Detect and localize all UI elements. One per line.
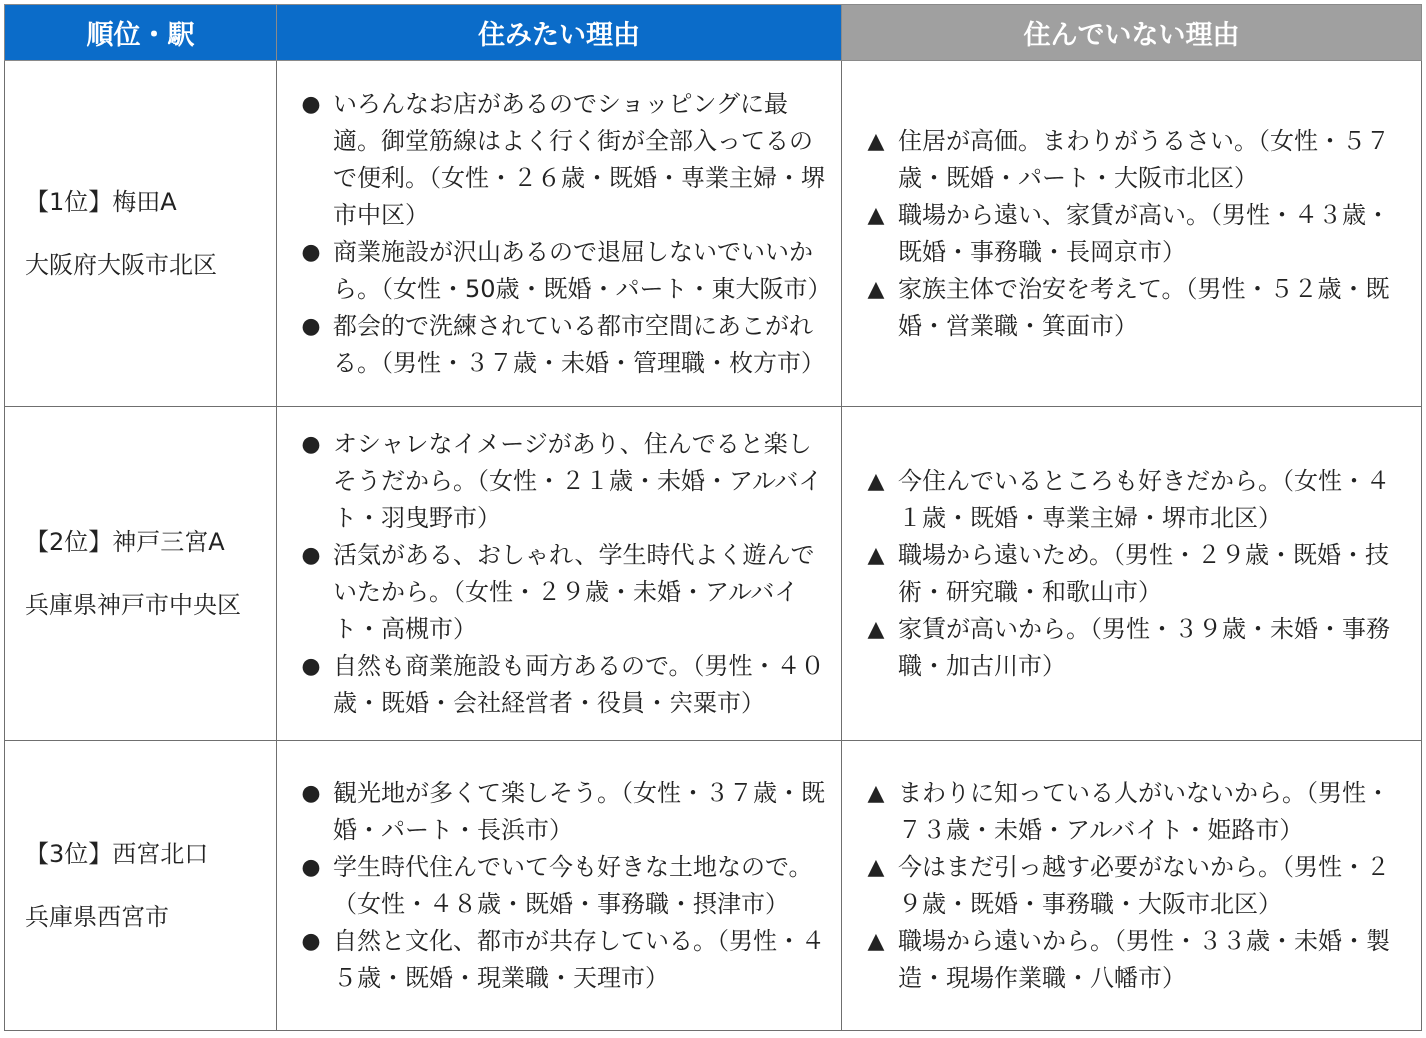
bullet-circle-icon: ● bbox=[301, 928, 321, 954]
bullet-circle-icon: ● bbox=[301, 854, 321, 880]
station-cell bbox=[5, 741, 277, 1031]
like-reason-item: ● 活気がある、おしゃれ、学生時代よく遊んでいたから。（女性・２９歳・未婚・アルバイト・高槻市） bbox=[333, 537, 827, 648]
dislike-reasons-cell bbox=[842, 741, 1422, 1031]
dislike-reasons-cell bbox=[842, 407, 1422, 741]
bullet-circle-icon: ● bbox=[301, 239, 321, 265]
rank-label: 【3位】西宮北口 bbox=[25, 839, 209, 868]
dislike-reason-item: ▲ 職場から遠いから。（男性・３３歳・未婚・製造・現場作業職・八幡市） bbox=[898, 923, 1409, 997]
triangle-bullet-icon: ▲ bbox=[867, 616, 885, 642]
triangle-bullet-icon: ▲ bbox=[867, 468, 885, 494]
dislike-reason-item: ▲ 今はまだ引っ越す必要がないから。（男性・２９歳・既婚・事務職・大阪市北区） bbox=[898, 849, 1409, 923]
dislike-reason-item: ▲ 職場から遠い、家賃が高い。（男性・４３歳・既婚・事務職・長岡京市） bbox=[898, 197, 1409, 271]
triangle-bullet-icon: ▲ bbox=[867, 780, 885, 806]
like-reason-item: ● オシャレなイメージがあり、住んでると楽しそうだから。（女性・２１歳・未婚・アルバイト・羽曳野市） bbox=[333, 426, 827, 537]
triangle-bullet-icon: ▲ bbox=[867, 202, 885, 228]
like-reason-item: ● 自然も商業施設も両方あるので。（男性・４０歳・既婚・会社経営者・役員・宍粟市） bbox=[333, 648, 827, 722]
bullet-circle-icon: ● bbox=[301, 313, 321, 339]
like-reason-item: ● いろんなお店があるのでショッピングに最適。御堂筋線はよく行く街が全部入ってるので便利。（女性・２６歳・既婚・専業主婦・堺市中区） bbox=[333, 86, 827, 234]
triangle-bullet-icon: ▲ bbox=[867, 542, 885, 568]
bullet-circle-icon: ● bbox=[301, 431, 321, 457]
bullet-circle-icon: ● bbox=[301, 653, 321, 679]
station-cell bbox=[5, 407, 277, 741]
ranking-table bbox=[4, 4, 1422, 1031]
rank-label: 【1位】梅田A bbox=[25, 187, 177, 216]
area-label: 兵庫県西宮市 bbox=[25, 902, 169, 931]
dislike-reason-item: ▲ 家賃が高いから。（男性・３９歳・未婚・事務職・加古川市） bbox=[898, 611, 1409, 685]
table-row bbox=[5, 407, 1422, 741]
header-station: 順位・駅 bbox=[5, 5, 277, 61]
bullet-circle-icon: ● bbox=[301, 542, 321, 568]
dislike-reasons-cell bbox=[842, 61, 1422, 407]
triangle-bullet-icon: ▲ bbox=[867, 276, 885, 302]
table-row bbox=[5, 741, 1422, 1031]
like-reason-item: ● 観光地が多くて楽しそう。（女性・３７歳・既婚・パート・長浜市） bbox=[333, 775, 827, 849]
like-reason-item: ● 商業施設が沢山あるので退屈しないでいいから。（女性・50歳・既婚・パート・東大阪市） bbox=[333, 234, 827, 308]
like-reasons-cell bbox=[277, 407, 842, 741]
dislike-reason-item: ▲ 住居が高価。まわりがうるさい。（女性・５７歳・既婚・パート・大阪市北区） bbox=[898, 123, 1409, 197]
area-label: 兵庫県神戸市中央区 bbox=[25, 590, 241, 619]
dislike-reason-item: ▲ まわりに知っている人がいないから。（男性・７３歳・未婚・アルバイト・姫路市） bbox=[898, 775, 1409, 849]
rank-label: 【2位】神戸三宮A bbox=[25, 527, 225, 556]
bullet-circle-icon: ● bbox=[301, 91, 321, 117]
area-label: 大阪府大阪市北区 bbox=[25, 250, 217, 279]
like-reasons-cell bbox=[277, 61, 842, 407]
dislike-reason-item: ▲ 職場から遠いため。（男性・２９歳・既婚・技術・研究職・和歌山市） bbox=[898, 537, 1409, 611]
dislike-reason-item: ▲ 家族主体で治安を考えて。（男性・５２歳・既婚・営業職・箕面市） bbox=[898, 271, 1409, 345]
like-reason-item: ● 都会的で洗練されている都市空間にあこがれる。（男性・３７歳・未婚・管理職・枚方市） bbox=[333, 308, 827, 382]
triangle-bullet-icon: ▲ bbox=[867, 928, 885, 954]
dislike-reason-item: ▲ 今住んでいるところも好きだから。（女性・４１歳・既婚・専業主婦・堺市北区） bbox=[898, 463, 1409, 537]
station-cell bbox=[5, 61, 277, 407]
triangle-bullet-icon: ▲ bbox=[867, 854, 885, 880]
table-row bbox=[5, 61, 1422, 407]
like-reasons-cell bbox=[277, 741, 842, 1031]
header-like-reason: 住みたい理由 bbox=[277, 5, 842, 61]
like-reason-item: ● 自然と文化、都市が共存している。（男性・４５歳・既婚・現業職・天理市） bbox=[333, 923, 827, 997]
header-dislike-reason: 住んでいない理由 bbox=[842, 5, 1422, 61]
like-reason-item: ● 学生時代住んでいて今も好きな土地なので。（女性・４８歳・既婚・事務職・摂津市） bbox=[333, 849, 827, 923]
triangle-bullet-icon: ▲ bbox=[867, 128, 885, 154]
header-row bbox=[5, 5, 1422, 61]
bullet-circle-icon: ● bbox=[301, 780, 321, 806]
